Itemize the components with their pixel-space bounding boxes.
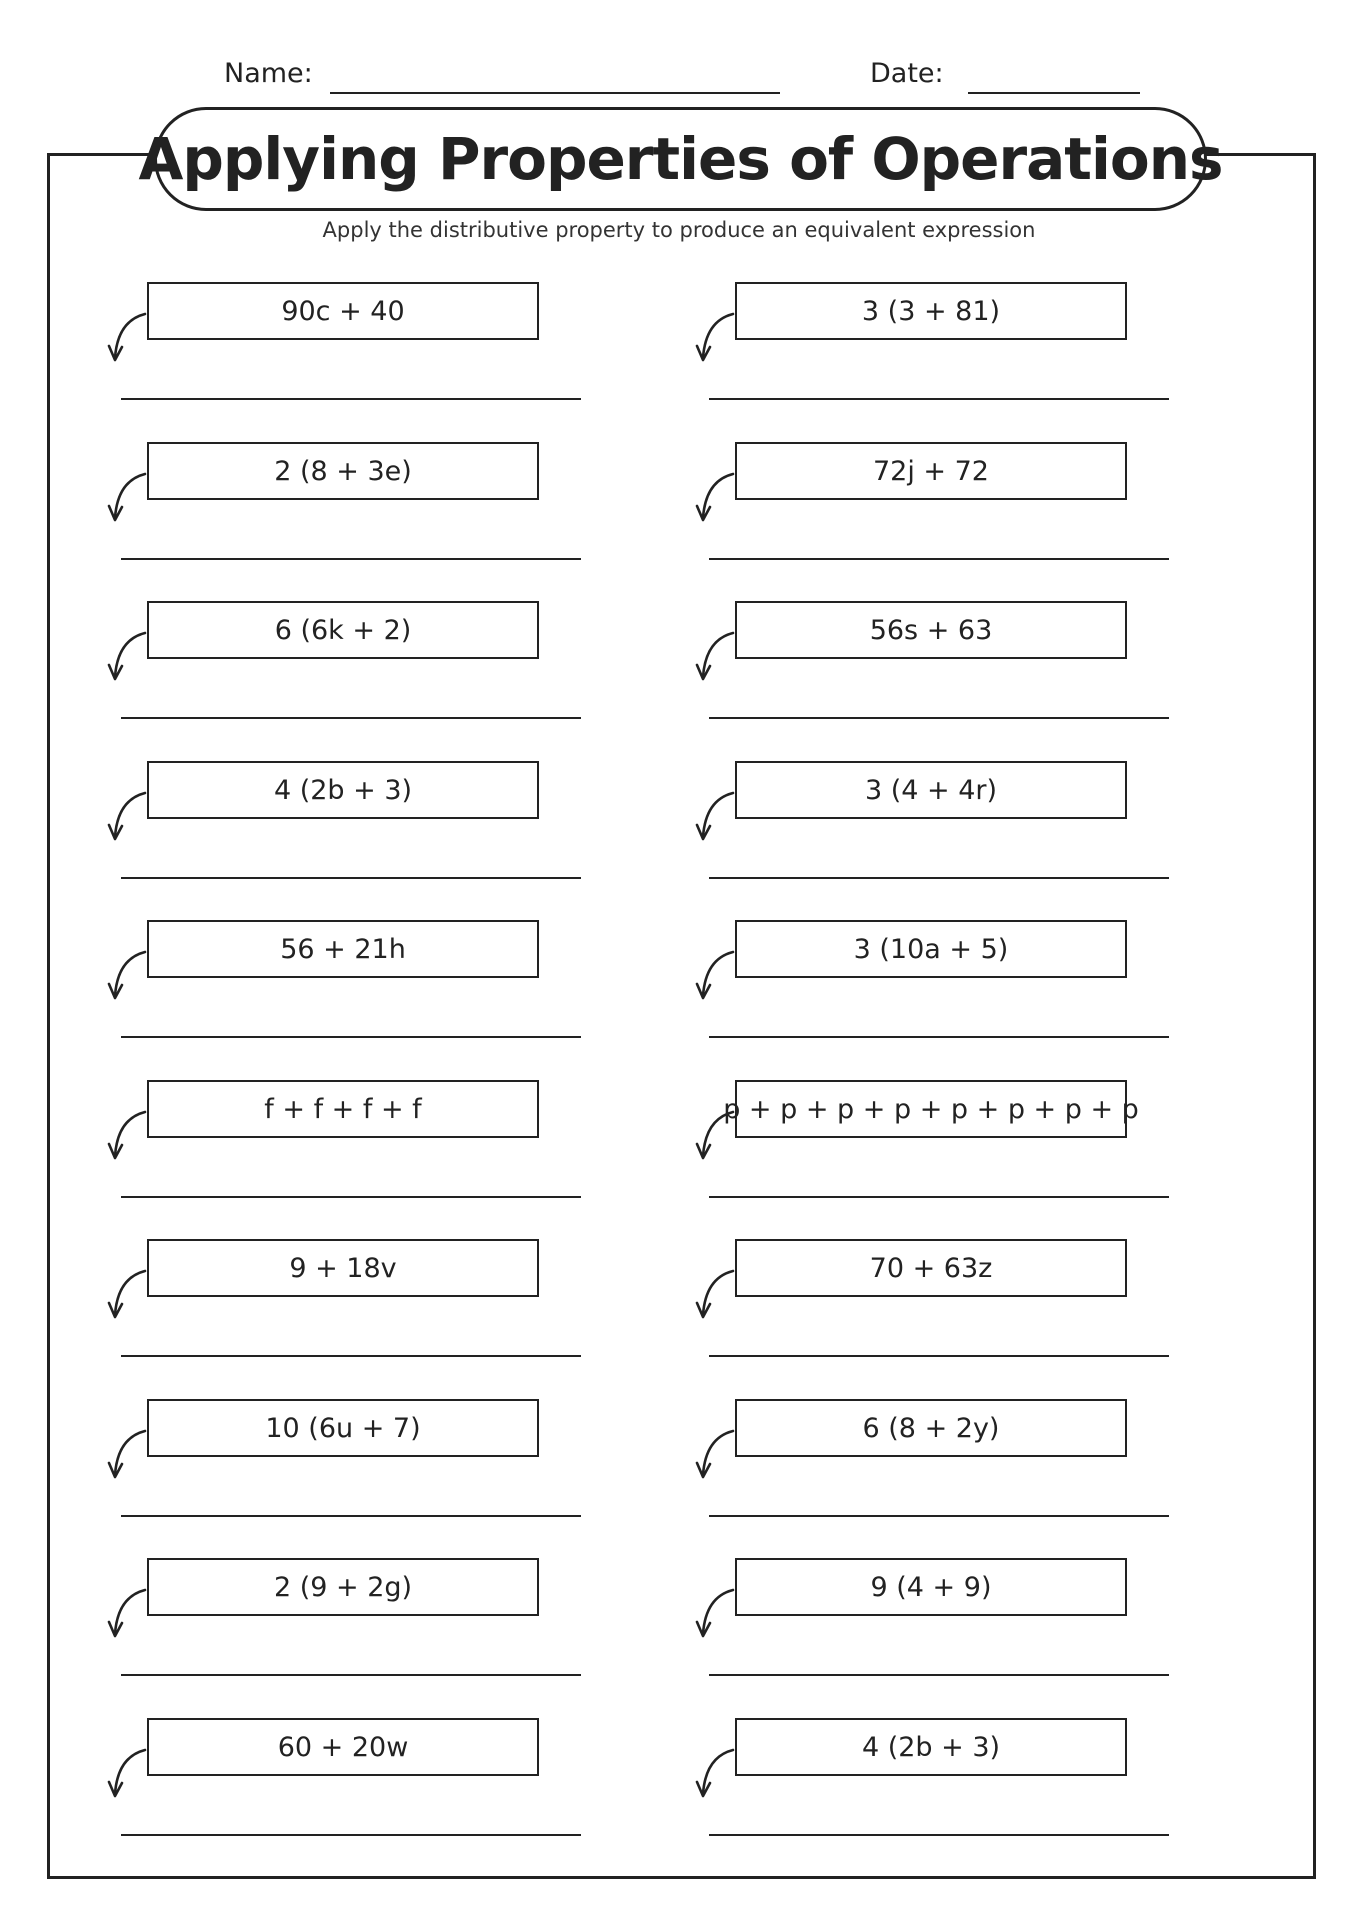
- answer-line[interactable]: [709, 1515, 1169, 1517]
- answer-line[interactable]: [709, 1036, 1169, 1038]
- name-field[interactable]: [330, 92, 780, 94]
- expression-box: 4 (2b + 3): [735, 1718, 1127, 1776]
- curved-arrow-icon: [107, 627, 151, 687]
- curved-arrow-icon: [107, 1584, 151, 1644]
- answer-line[interactable]: [709, 877, 1169, 879]
- curved-arrow-icon: [695, 468, 739, 528]
- answer-line[interactable]: [709, 398, 1169, 400]
- curved-arrow-icon: [107, 1265, 151, 1325]
- problem-item: [695, 1239, 1175, 1379]
- curved-arrow-icon: [107, 1106, 151, 1166]
- curved-arrow-icon: [695, 1425, 739, 1485]
- expression-box: 3 (10a + 5): [735, 920, 1127, 978]
- curved-arrow-icon: [107, 946, 151, 1006]
- answer-line[interactable]: [121, 877, 581, 879]
- curved-arrow-icon: [107, 1425, 151, 1485]
- expression-box: 70 + 63z: [735, 1239, 1127, 1297]
- problem-item: [107, 1718, 587, 1858]
- problem-item: [695, 282, 1175, 422]
- answer-line[interactable]: [709, 1355, 1169, 1357]
- answer-line[interactable]: [121, 1515, 581, 1517]
- problem-item: [695, 1558, 1175, 1698]
- answer-line[interactable]: [709, 717, 1169, 719]
- curved-arrow-icon: [695, 1106, 739, 1166]
- expression-box: f + f + f + f: [147, 1080, 539, 1138]
- date-field[interactable]: [968, 92, 1140, 94]
- curved-arrow-icon: [695, 946, 739, 1006]
- answer-line[interactable]: [121, 1036, 581, 1038]
- expression-box: 9 (4 + 9): [735, 1558, 1127, 1616]
- answer-line[interactable]: [709, 1674, 1169, 1676]
- expression-box: 10 (6u + 7): [147, 1399, 539, 1457]
- answer-line[interactable]: [121, 398, 581, 400]
- expression-box: 3 (4 + 4r): [735, 761, 1127, 819]
- problem-item: [695, 920, 1175, 1060]
- expression-box: 2 (9 + 2g): [147, 1558, 539, 1616]
- problem-item: [107, 282, 587, 422]
- answer-line[interactable]: [121, 1355, 581, 1357]
- problem-item: [695, 601, 1175, 741]
- curved-arrow-icon: [695, 787, 739, 847]
- problem-item: [107, 601, 587, 741]
- problem-item: [695, 1718, 1175, 1858]
- expression-box: 9 + 18v: [147, 1239, 539, 1297]
- title-banner: [138, 107, 1223, 211]
- curved-arrow-icon: [107, 787, 151, 847]
- name-label: Name:: [224, 58, 313, 89]
- expression-box: 56s + 63: [735, 601, 1127, 659]
- problem-item: [107, 920, 587, 1060]
- problem-item: [107, 1239, 587, 1379]
- curved-arrow-icon: [695, 1265, 739, 1325]
- problem-item: [695, 442, 1175, 582]
- expression-box: 60 + 20w: [147, 1718, 539, 1776]
- curved-arrow-icon: [107, 308, 151, 368]
- expression-box: 72j + 72: [735, 442, 1127, 500]
- page-title: Applying Properties of Operations: [138, 125, 1223, 193]
- expression-box: p + p + p + p + p + p + p + p: [735, 1080, 1127, 1138]
- curved-arrow-icon: [107, 468, 151, 528]
- curved-arrow-icon: [107, 1744, 151, 1804]
- answer-line[interactable]: [121, 1834, 581, 1836]
- expression-box: 90c + 40: [147, 282, 539, 340]
- problem-item: [107, 442, 587, 582]
- answer-line[interactable]: [709, 1196, 1169, 1198]
- date-label: Date:: [870, 58, 944, 89]
- curved-arrow-icon: [695, 308, 739, 368]
- answer-line[interactable]: [709, 558, 1169, 560]
- problem-item: [107, 1558, 587, 1698]
- answer-line[interactable]: [121, 558, 581, 560]
- problem-item: [107, 761, 587, 901]
- problem-item: [107, 1080, 587, 1220]
- expression-box: 3 (3 + 81): [735, 282, 1127, 340]
- problem-item: [695, 1080, 1175, 1220]
- expression-box: 6 (6k + 2): [147, 601, 539, 659]
- expression-box: 56 + 21h: [147, 920, 539, 978]
- expression-box: 6 (8 + 2y): [735, 1399, 1127, 1457]
- answer-line[interactable]: [121, 717, 581, 719]
- curved-arrow-icon: [695, 1584, 739, 1644]
- curved-arrow-icon: [695, 1744, 739, 1804]
- curved-arrow-icon: [695, 627, 739, 687]
- expression-box: 4 (2b + 3): [147, 761, 539, 819]
- expression-box: 2 (8 + 3e): [147, 442, 539, 500]
- answer-line[interactable]: [121, 1674, 581, 1676]
- answer-line[interactable]: [121, 1196, 581, 1198]
- problem-item: [107, 1399, 587, 1539]
- problem-item: [695, 761, 1175, 901]
- instructions: Apply the distributive property to produce an equivalent expression: [322, 218, 1036, 242]
- answer-line[interactable]: [709, 1834, 1169, 1836]
- problem-item: [695, 1399, 1175, 1539]
